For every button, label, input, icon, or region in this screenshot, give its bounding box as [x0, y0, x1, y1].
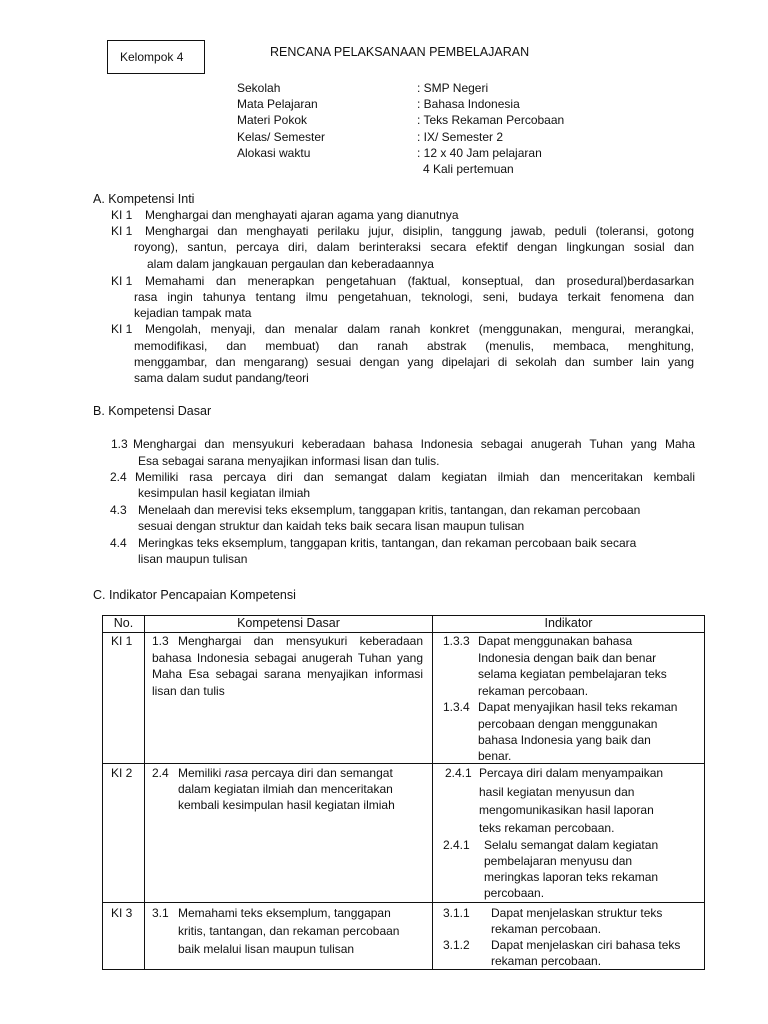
table-header-row — [103, 616, 705, 633]
indicator-text-line: teks rekaman percobaan. — [479, 821, 615, 835]
row-no: KI 2 — [111, 766, 133, 780]
row-no: KI 1 — [111, 634, 133, 648]
meta-label: Alokasi waktu — [237, 145, 311, 160]
indicator-text-line: Dapat menjelaskan struktur teks — [491, 906, 663, 920]
ki-text-line: Menghargai dan menghayati perilaku jujur, disiplin, tanggung jawab, peduli (toleransi, gotong — [145, 224, 694, 238]
meta-row — [237, 129, 564, 145]
indicator-text-line: pembelajaran menyusu dan — [484, 854, 633, 868]
indicator-text-line: bahasa Indonesia yang baik dan — [478, 733, 651, 747]
ki-text-line: Memahami dan menerapkan pengetahuan (faktual, konseptual, dan prosedural)berdasarkan — [145, 274, 694, 288]
meta-value: : 12 x 40 Jam pelajaran — [417, 145, 542, 160]
indicator-text-line: percobaan. — [484, 886, 545, 900]
kd-text-line: sesuai dengan struktur dan kaidah teks baik secara lisan maupun tulisan — [138, 519, 525, 533]
meta-block — [237, 80, 564, 177]
indicator-number: 1.3.4 — [443, 700, 470, 714]
section-a-heading: A. Kompetensi Inti — [93, 192, 195, 206]
kd-text-line: Menelaah dan merevisi teks eksemplum, tanggapan kritis, tantangan, dan rekaman percobaan — [138, 503, 641, 517]
ki-text-line: kejadian tampak mata — [134, 306, 252, 320]
kd-text-line: baik melalui lisan maupun tulisan — [178, 942, 355, 956]
indicator-text-line: mengomunikasikan hasil laporan — [479, 803, 654, 817]
ki-text-line: sama dalam sudut pandang/teori — [134, 371, 309, 385]
header-kd: Kompetensi Dasar — [145, 616, 433, 633]
kd-text-line: dalam kegiatan ilmiah dan menceritakan — [178, 782, 393, 796]
indicator-text-line: Dapat menggunakan bahasa — [478, 634, 633, 648]
kd-italic-word: rasa — [224, 766, 249, 780]
indicator-table — [102, 615, 705, 970]
meta-row — [237, 96, 564, 112]
ki-code: KI 1 — [111, 208, 133, 222]
indicator-text-line: percobaan dengan menggunakan — [478, 717, 658, 731]
indicator-text-line: Percaya diri dalam menyampaikan — [479, 766, 664, 780]
indicator-number: 3.1.1 — [443, 906, 470, 920]
indicator-text-line: rekaman percobaan. — [491, 954, 602, 968]
meta-value: : Teks Rekaman Percobaan — [417, 113, 565, 128]
kd-text-line: Meringkas teks eksemplum, tanggapan kritis, tantangan, dan rekaman percobaan baik secara — [138, 536, 637, 550]
ki-text-line: Mengolah, menyaji, dan menalar dalam ranah konkret (menggunakan, mengurai, merangkai, — [145, 322, 694, 336]
indicator-text-line: rekaman percobaan. — [478, 684, 589, 698]
kd-text-line: bahasa Indonesia sebagai anugerah Tuhan yang — [152, 651, 423, 665]
kd-text-line: kesimpulan hasil kegiatan ilmiah — [138, 486, 311, 500]
indicator-number: 2.4.1 — [445, 766, 472, 780]
kd-text-line: Menghargai dan mensyukuri keberadaan bahasa Indonesia sebagai anugerah Tuhan yang Maha — [133, 437, 695, 451]
page-title: RENCANA PELAKSANAAN PEMBELAJARAN — [270, 45, 530, 59]
row-no: KI 3 — [111, 906, 133, 920]
indicator-text-line: meringkas laporan teks rekaman — [484, 870, 659, 884]
group-label: Kelompok 4 — [120, 50, 184, 64]
kd-text-line: kritis, tantangan, dan rekaman percobaan — [178, 924, 400, 938]
table-row — [103, 764, 705, 903]
section-c-heading: C. Indikator Pencapaian Kompetensi — [93, 588, 296, 602]
header-indicator: Indikator — [433, 616, 705, 633]
kd-first-line — [178, 766, 393, 780]
meta-label: Mata Pelajaran — [237, 97, 318, 112]
kd-number: 2.4 — [152, 766, 169, 780]
ki-text-line: menggambar, dan mengarang) sesuai dengan yang dipelajari di sekolah dan sumber lain yang — [134, 355, 694, 369]
meta-row — [237, 145, 564, 161]
indicator-text-line: rekaman percobaan. — [491, 922, 602, 936]
ki-text-line: Menghargai dan menghayati ajaran agama yang dianutnya — [145, 208, 459, 222]
kd-number: 1.3 — [111, 437, 128, 451]
indicator-number: 3.1.2 — [443, 938, 470, 952]
indicator-text-line: Selalu semangat dalam kegiatan — [484, 838, 659, 852]
kd-text-line: Maha Esa sebagai sarana menyajikan informasi — [152, 667, 423, 681]
indicator-text-line: Indonesia dengan baik dan benar — [478, 651, 657, 665]
ki-code: KI 1 — [111, 274, 133, 288]
meta-label: Materi Pokok — [237, 113, 308, 128]
meta-extra: 4 Kali pertemuan — [423, 162, 514, 177]
table-row — [103, 903, 705, 970]
table-row — [103, 633, 705, 764]
header-no: No. — [103, 616, 145, 633]
ki-text-line: memodifikasi, dan membuat) dan ranah abstrak (menulis, membaca, menghitung, — [134, 339, 694, 353]
indicator-text-line: Dapat menjelaskan ciri bahasa teks — [491, 938, 681, 952]
meta-value: : IX/ Semester 2 — [417, 129, 504, 144]
indicator-number: 1.3.3 — [443, 634, 470, 648]
ki-code: KI 1 — [111, 224, 133, 238]
kd-text-line: lisan maupun tulisan — [138, 552, 248, 566]
kd-number: 3.1 — [152, 906, 169, 920]
ki-text-line: alam dalam jangkauan pergaulan dan keberadaannya — [147, 257, 434, 271]
kd-prefix: Memiliki — [178, 766, 225, 780]
ki-text-line: rasa ingin tahunya tentang ilmu pengetahuan, teknologi, seni, budaya terkait fenomena dan — [134, 290, 694, 304]
meta-row — [237, 161, 564, 177]
meta-row — [237, 112, 564, 128]
kd-text-line: percaya diri dan semangat — [251, 766, 393, 780]
section-b-heading: B. Kompetensi Dasar — [93, 404, 212, 418]
indicator-text-line: hasil kegiatan menyusun dan — [479, 785, 635, 799]
kd-text-line: Memahami teks eksemplum, tanggapan — [178, 906, 391, 920]
kd-number: 4.3 — [110, 503, 127, 517]
kd-text-line: lisan dan tulis — [152, 684, 225, 698]
indicator-number: 2.4.1 — [443, 838, 470, 852]
kd-number: 4.4 — [110, 536, 127, 550]
meta-value: : Bahasa Indonesia — [417, 97, 520, 112]
indicator-text-line: Dapat menyajikan hasil teks rekaman — [478, 700, 678, 714]
kd-text-line: Memiliki rasa percaya diri dan semangat dalam kegiatan ilmiah dan menceritakan kembali — [135, 470, 695, 484]
kd-text-line: Esa sebagai sarana menyajikan informasi lisan dan tulis. — [138, 454, 440, 468]
kd-text-line: kembali kesimpulan hasil kegiatan ilmiah — [178, 798, 395, 812]
ki-code: KI 1 — [111, 322, 133, 336]
meta-label: Sekolah — [237, 81, 281, 95]
kd-text-line: Menghargai dan mensyukuri keberadaan — [178, 634, 423, 648]
meta-value: : SMP Negeri — [417, 81, 489, 95]
meta-row — [237, 80, 564, 96]
indicator-text-line: selama kegiatan pembelajaran teks — [478, 667, 667, 681]
ki-text-line: royong), santun, percaya diri, dalam berinteraksi secara efektif dengan lingkungan sosial dan — [134, 240, 694, 254]
kd-number: 2.4 — [110, 470, 127, 484]
meta-label: Kelas/ Semester — [237, 129, 326, 144]
indicator-text-line: benar. — [478, 749, 512, 763]
kd-number: 1.3 — [152, 634, 169, 648]
group-label-box — [107, 40, 205, 74]
